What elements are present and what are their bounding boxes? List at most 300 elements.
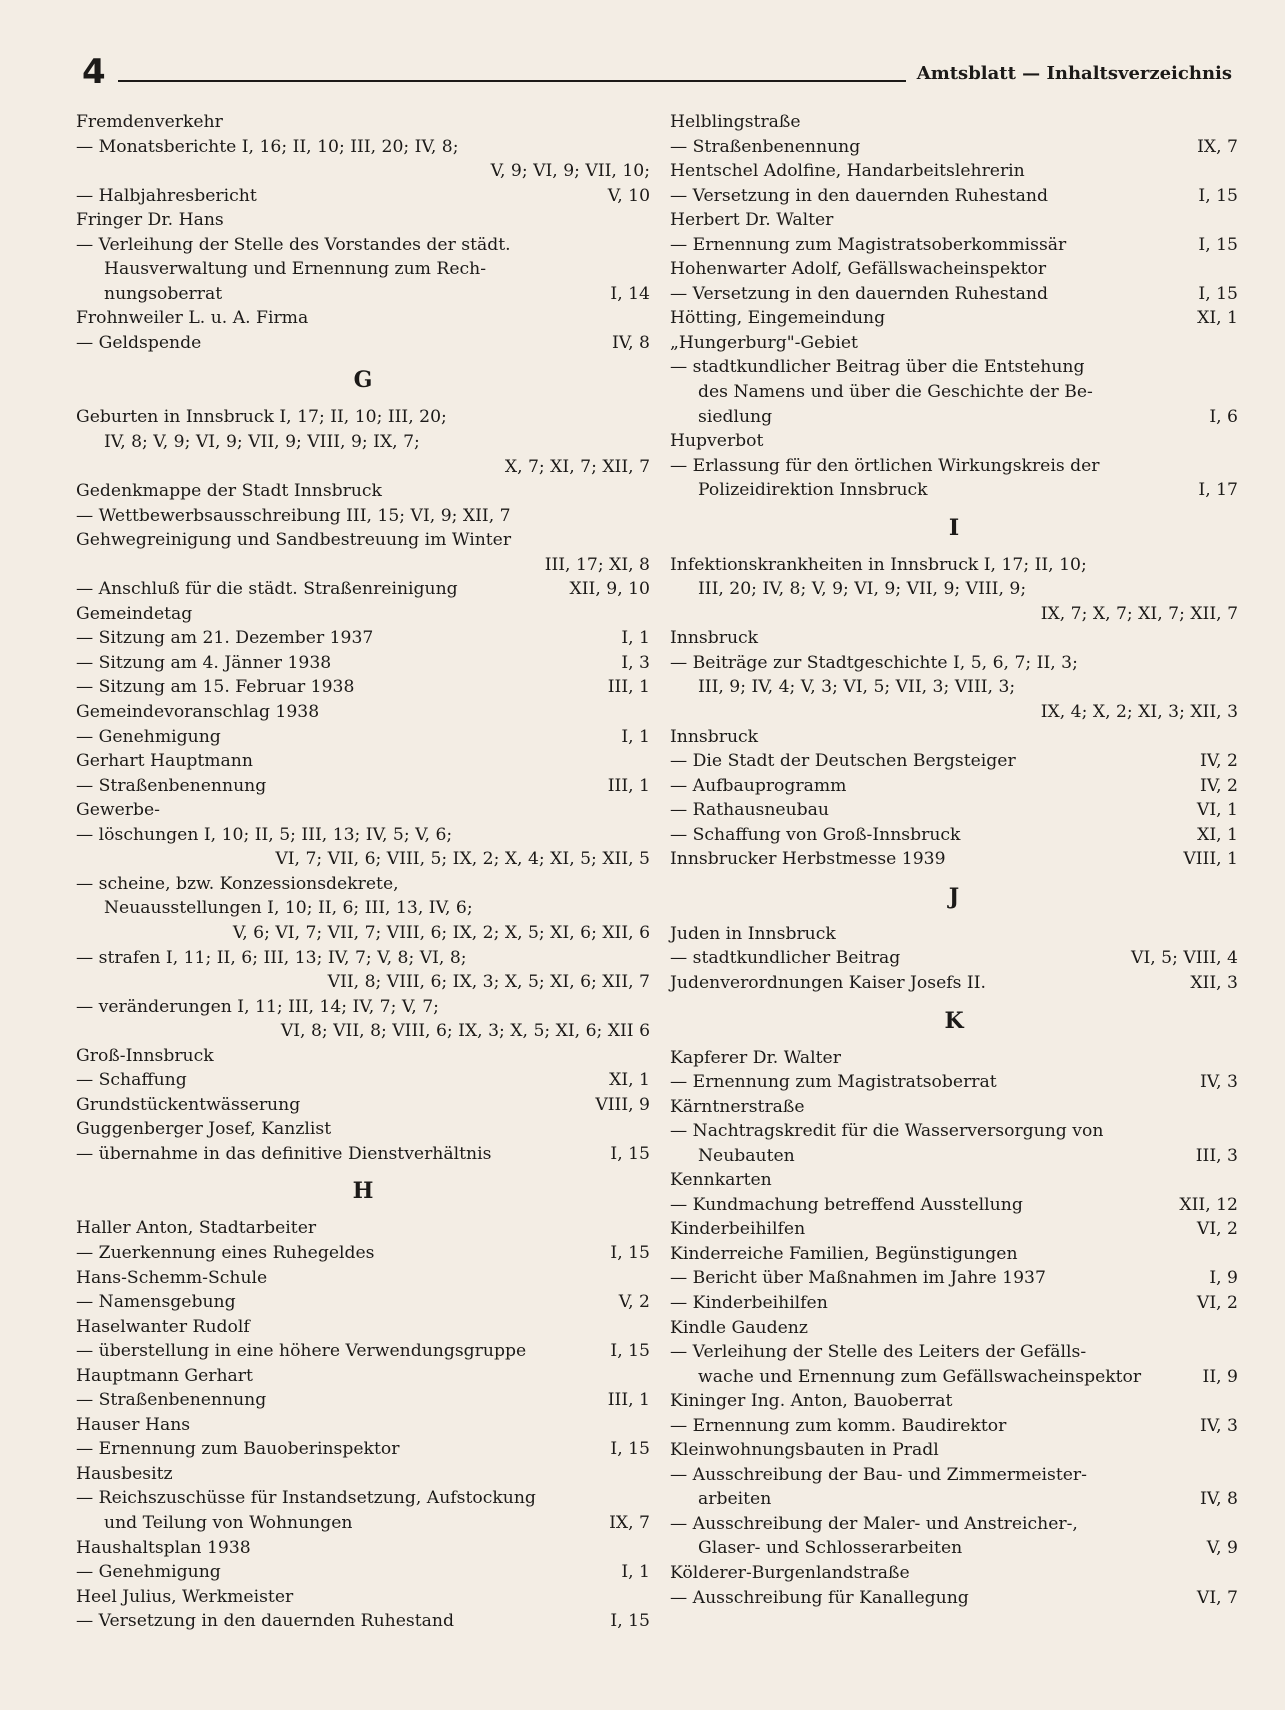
entry-text: „Hungerburg"-Gebiet (670, 332, 858, 353)
entry-heading-line (76, 1462, 650, 1487)
entry-line (670, 135, 1238, 160)
entry-line (76, 1388, 650, 1413)
entry-text: Haselwanter Rudolf (76, 1316, 250, 1337)
entry-text: — Kinderbeihilfen (670, 1292, 828, 1313)
entry-heading-line (670, 159, 1238, 184)
entry-reference: XII, 12 (1179, 1194, 1238, 1215)
entry-heading-line (76, 749, 650, 774)
entry-heading-line (76, 1315, 650, 1340)
entry-reference: I, 15 (610, 1143, 650, 1164)
entry-heading-line (76, 1093, 650, 1118)
entry-reference: IX, 7; X, 7; XI, 7; XII, 7 (1040, 603, 1238, 624)
entry-line (670, 1414, 1238, 1439)
entry-reference: I, 17 (1198, 480, 1238, 501)
entry-text: Judenverordnungen Kaiser Josefs II. (670, 972, 986, 993)
entry-heading-line (76, 700, 650, 725)
entry-reference: IX, 7 (1197, 136, 1238, 157)
entry-line (76, 921, 650, 946)
entry-line (76, 1068, 650, 1093)
entry-line (670, 1144, 1238, 1169)
entry-text: — Namensgebung (76, 1292, 236, 1313)
index-entry (670, 159, 1238, 208)
entry-heading-line (670, 626, 1238, 651)
entry-text: Herbert Dr. Walter (670, 210, 834, 231)
entry-text: — Reichszuschüsse für Instandsetzung, Aufstockung (76, 1488, 536, 1509)
entry-line (76, 504, 650, 529)
index-entry (76, 1093, 650, 1118)
entry-line (76, 675, 650, 700)
entry-text: Hohenwarter Adolf, Gefällswacheinspektor (670, 259, 1047, 280)
index-entry (76, 208, 650, 306)
entry-reference: VIII, 9 (595, 1094, 650, 1115)
entry-text: Juden in Innsbruck (670, 923, 836, 944)
entry-reference: VI, 7 (1196, 1587, 1238, 1608)
entry-line (670, 700, 1238, 725)
entry-text: Gerhart Hauptmann (76, 751, 253, 772)
index-entry (670, 208, 1238, 257)
entry-text: Haushaltsplan 1938 (76, 1537, 251, 1558)
entry-line (76, 1142, 650, 1167)
entry-reference: IV, 3 (1199, 1415, 1238, 1436)
entry-text: — Genehmigung (76, 1562, 221, 1583)
entry-reference: I, 3 (621, 652, 650, 673)
index-entry (670, 725, 1238, 848)
entry-reference: I, 15 (610, 1611, 650, 1632)
entry-line (76, 430, 650, 455)
entry-heading-line (76, 1585, 650, 1610)
entry-line (670, 1487, 1238, 1512)
entry-text: Haller Anton, Stadtarbeiter (76, 1218, 317, 1239)
index-entry (76, 1364, 650, 1413)
entry-text: Gehwegreinigung und Sandbestreuung im Winter (76, 530, 512, 551)
entry-reference: V, 6; VI, 7; VII, 7; VIII, 6; IX, 2; X, 5; XI, 6; XII, 6 (232, 922, 650, 943)
entry-line (76, 626, 650, 651)
entry-line (670, 946, 1238, 971)
entry-text: — Verleihung der Stelle des Leiters der Gefälls- (670, 1342, 1087, 1363)
entry-text: — Sitzung am 21. Dezember 1937 (76, 628, 374, 649)
page-number: 4 (82, 52, 106, 92)
index-entry (76, 110, 650, 208)
entry-heading-line (670, 1242, 1238, 1267)
entry-reference: II, 9 (1202, 1366, 1238, 1387)
index-entry (76, 479, 650, 528)
entry-reference: VIII, 1 (1183, 849, 1238, 870)
entry-text: Gedenkmappe der Stadt Innsbruck (76, 481, 382, 502)
entry-line (76, 1290, 650, 1315)
entry-text: Kleinwohnungsbauten in Pradl (670, 1440, 939, 1461)
entry-text: Hentschel Adolfine, Handarbeitslehrerin (670, 161, 1025, 182)
entry-heading-line (76, 602, 650, 627)
entry-heading-line (670, 725, 1238, 750)
entry-line (76, 331, 650, 356)
entry-reference: I, 15 (610, 1341, 650, 1362)
entry-line (76, 847, 650, 872)
entry-text: — Ernennung zum Magistratsoberrat (670, 1072, 997, 1093)
index-entry (670, 331, 1238, 429)
index-entry (76, 1266, 650, 1315)
index-entry (670, 1046, 1238, 1095)
entry-line (670, 577, 1238, 602)
index-entry (76, 1462, 650, 1536)
entry-reference: I, 1 (621, 1562, 650, 1583)
entry-heading-line (670, 1438, 1238, 1463)
entry-line (670, 798, 1238, 823)
entry-line (76, 651, 650, 676)
entry-line (76, 553, 650, 578)
entry-text: — Schaffung (76, 1070, 187, 1091)
entry-text: Hauptmann Gerhart (76, 1365, 253, 1386)
entry-heading-line (76, 1364, 650, 1389)
entry-text: — Schaffung von Groß-Innsbruck (670, 824, 961, 845)
entry-reference: VI, 2 (1196, 1219, 1238, 1240)
entry-heading-line (670, 1095, 1238, 1120)
index-entry (670, 922, 1238, 971)
entry-text: Grundstückentwässerung (76, 1094, 301, 1115)
entry-line (670, 1536, 1238, 1561)
entry-text: — Straßenbenennung (670, 136, 861, 157)
entry-heading-line (670, 1389, 1238, 1414)
index-entry (76, 798, 650, 1043)
entry-text: — scheine, bzw. Konzessionsdekrete, (76, 873, 399, 894)
entry-text: nungsoberrat (104, 283, 223, 304)
entry-line (76, 135, 650, 160)
entry-line (670, 1586, 1238, 1611)
entry-heading-line (76, 1044, 650, 1069)
entry-line (670, 651, 1238, 676)
entry-text: Gewerbe- (76, 800, 160, 821)
entry-line (76, 1019, 650, 1044)
entry-reference: X, 7; XI, 7; XII, 7 (504, 456, 650, 477)
entry-reference: IV, 8 (1199, 1489, 1238, 1510)
entry-line (76, 257, 650, 282)
entry-text: — strafen I, 11; II, 6; III, 13; IV, 7; V, 8; VI, 8; (76, 947, 467, 968)
entry-heading-line (76, 208, 650, 233)
entry-heading-line (670, 1316, 1238, 1341)
index-entry (670, 971, 1238, 996)
entry-text: — veränderungen I, 11; III, 14; IV, 7; V, 7; (76, 996, 439, 1017)
entry-line (670, 823, 1238, 848)
entry-text: Fringer Dr. Hans (76, 210, 224, 231)
index-entry (670, 553, 1238, 627)
entry-text: Kölderer-Burgenlandstraße (670, 1562, 910, 1583)
entry-text: Kärntnerstraße (670, 1096, 805, 1117)
entry-reference: V, 9; VI, 9; VII, 10; (490, 161, 650, 182)
index-entry (76, 1117, 650, 1166)
entry-heading-line (670, 331, 1238, 356)
index-entry (76, 700, 650, 749)
entry-line (670, 1119, 1238, 1144)
entry-reference: III, 1 (607, 775, 650, 796)
entry-reference: XI, 1 (1197, 308, 1238, 329)
index-entry (76, 306, 650, 355)
entry-text: Groß-Innsbruck (76, 1045, 214, 1066)
entry-text: — Monatsberichte I, 16; II, 10; III, 20; IV, 8; (76, 136, 459, 157)
entry-text: Gemeindevoranschlag 1938 (76, 702, 320, 723)
entry-reference: VI, 2 (1196, 1292, 1238, 1313)
entry-text: — Bericht über Maßnahmen im Jahre 1937 (670, 1268, 1046, 1289)
entry-text: Geburten in Innsbruck I, 17; II, 10; III, 20; (76, 407, 447, 428)
entry-text: III, 9; IV, 4; V, 3; VI, 5; VII, 3; VIII, 3; (698, 677, 1016, 698)
index-entry (76, 1585, 650, 1634)
section-letter: I (948, 514, 960, 541)
entry-text: — Anschluß für die städt. Straßenreinigung (76, 579, 458, 600)
entry-heading-line (670, 1561, 1238, 1586)
entry-line (670, 1340, 1238, 1365)
entry-text: Kennkarten (670, 1170, 772, 1191)
index-entry (76, 602, 650, 700)
entry-text: — Beiträge zur Stadtgeschichte I, 5, 6, 7; II, 3; (670, 652, 1078, 673)
entry-line (76, 823, 650, 848)
entry-text: — Aufbauprogramm (670, 775, 847, 796)
entry-text: — Ernennung zum Magistratsoberkommissär (670, 234, 1067, 255)
entry-reference: IX, 7 (609, 1512, 650, 1533)
entry-text: Hans-Schemm-Schule (76, 1267, 268, 1288)
entry-heading-line (670, 1168, 1238, 1193)
entry-heading-line (76, 1536, 650, 1561)
entry-text: Kininger Ing. Anton, Bauoberrat (670, 1391, 953, 1412)
entry-text: Hauser Hans (76, 1414, 191, 1435)
entry-reference: I, 1 (621, 726, 650, 747)
entry-reference: IX, 4; X, 2; XI, 3; XII, 3 (1040, 702, 1238, 723)
entry-reference: I, 15 (1198, 234, 1238, 255)
entry-heading-line (670, 1046, 1238, 1071)
entry-line (670, 355, 1238, 380)
entry-reference: XI, 1 (1197, 824, 1238, 845)
index-entry (670, 1217, 1238, 1242)
entry-line (76, 455, 650, 480)
index-entry (670, 257, 1238, 306)
entry-text: siedlung (698, 406, 773, 427)
entry-line (76, 159, 650, 184)
entry-line (670, 184, 1238, 209)
entry-reference: V, 2 (618, 1292, 650, 1313)
entry-line (670, 1291, 1238, 1316)
entry-line (670, 749, 1238, 774)
entry-line (670, 233, 1238, 258)
entry-text: — Ausschreibung für Kanallegung (670, 1587, 969, 1608)
entry-heading-line (670, 306, 1238, 331)
entry-line (76, 1486, 650, 1511)
entry-text: — Versetzung in den dauernden Ruhestand (670, 283, 1048, 304)
entry-text: — Die Stadt der Deutschen Bergsteiger (670, 751, 1016, 772)
entry-line (670, 1266, 1238, 1291)
entry-text: III, 20; IV, 8; V, 9; VI, 9; VII, 9; VIII, 9; (698, 579, 1027, 600)
entry-line (76, 1511, 650, 1536)
entry-text: des Namens und über die Geschichte der Be- (698, 382, 1093, 403)
entry-reference: III, 3 (1195, 1145, 1238, 1166)
entry-heading-line (76, 479, 650, 504)
header-title: Amtsblatt — Inhaltsverzeichnis (916, 63, 1232, 84)
index-entry (76, 1315, 650, 1364)
page-header (82, 52, 1232, 92)
index-entry (76, 528, 650, 602)
entry-line (670, 602, 1238, 627)
entry-line (670, 1463, 1238, 1488)
entry-text: Kapferer Dr. Walter (670, 1047, 841, 1068)
entry-text: — Halbjahresbericht (76, 185, 257, 206)
section-letter: K (944, 1007, 964, 1034)
index-entry (670, 1561, 1238, 1610)
entry-text: — Ausschreibung der Bau- und Zimmermeister- (670, 1464, 1087, 1485)
entry-reference: XI, 1 (609, 1070, 650, 1091)
entry-heading-line (76, 798, 650, 823)
entry-reference: I, 9 (1209, 1268, 1238, 1289)
entry-line (76, 970, 650, 995)
entry-reference: I, 15 (1198, 185, 1238, 206)
entry-line (670, 1512, 1238, 1537)
entry-reference: I, 15 (1198, 283, 1238, 304)
entry-text: — Ernennung zum Bauoberinspektor (76, 1439, 400, 1460)
entry-text: Frohnweiler L. u. A. Firma (76, 308, 309, 329)
entry-reference: VII, 8; VIII, 6; IX, 3; X, 5; XI, 6; XII, 7 (327, 972, 650, 993)
index-entry (76, 1413, 650, 1462)
entry-reference: XII, 3 (1190, 972, 1238, 993)
entry-line (76, 995, 650, 1020)
entry-reference: VI, 5; VIII, 4 (1131, 948, 1238, 969)
entry-text: Hausbesitz (76, 1463, 173, 1484)
entry-reference: III, 17; XI, 8 (544, 554, 650, 575)
entry-heading-line (670, 971, 1238, 996)
entry-reference: V, 10 (607, 185, 650, 206)
entry-heading-line (76, 528, 650, 553)
index-entry (670, 1438, 1238, 1561)
entry-text: — Ausschreibung der Maler- und Anstreicher-, (670, 1513, 1078, 1534)
entry-line (76, 872, 650, 897)
entry-reference: III, 1 (607, 1390, 650, 1411)
entry-line (76, 282, 650, 307)
entry-line (670, 282, 1238, 307)
entry-line (76, 1560, 650, 1585)
entry-heading-line (670, 922, 1238, 947)
entry-line (76, 1437, 650, 1462)
entry-line (76, 577, 650, 602)
entry-text: Neubauten (698, 1145, 795, 1166)
entry-reference: VI, 1 (1196, 800, 1238, 821)
entry-heading-line (76, 110, 650, 135)
entry-reference: I, 14 (610, 283, 650, 304)
entry-reference: IV, 8 (611, 332, 650, 353)
entry-heading-line (76, 405, 650, 430)
entry-text: — Sitzung am 15. Februar 1938 (76, 677, 355, 698)
entry-text: Glaser- und Schlosserarbeiten (698, 1538, 963, 1559)
index-entry (670, 847, 1238, 872)
entry-line (670, 380, 1238, 405)
entry-text: — Sitzung am 4. Jänner 1938 (76, 652, 332, 673)
index-entry (670, 1316, 1238, 1390)
entry-reference: VI, 8; VII, 8; VIII, 6; IX, 3; X, 5; XI, 6; XII 6 (280, 1021, 650, 1042)
entry-text: — Straßenbenennung (76, 775, 267, 796)
entry-line (76, 233, 650, 258)
entry-reference: IV, 2 (1199, 775, 1238, 796)
entry-text: — Versetzung in den dauernden Ruhestand (76, 1611, 454, 1632)
entry-heading-line (670, 208, 1238, 233)
index-entry (76, 405, 650, 479)
entry-text: Heel Julius, Werkmeister (76, 1586, 294, 1607)
index-entry (670, 306, 1238, 331)
entry-line (670, 675, 1238, 700)
entry-line (670, 478, 1238, 503)
entry-reference: VI, 7; VII, 6; VIII, 5; IX, 2; X, 4; XI, 5; XII, 5 (275, 849, 650, 870)
entry-heading-line (76, 306, 650, 331)
entry-text: — Kundmachung betreffend Ausstellung (670, 1194, 1023, 1215)
entry-text: — Erlassung für den örtlichen Wirkungskreis der (670, 455, 1100, 476)
entry-reference: IV, 3 (1199, 1072, 1238, 1093)
entry-heading-line (670, 847, 1238, 872)
section-letter: J (948, 883, 960, 910)
index-entry (670, 1389, 1238, 1438)
entry-text: — Versetzung in den dauernden Ruhestand (670, 185, 1048, 206)
entry-text: — Wettbewerbsausschreibung III, 15; VI, 9; XII, 7 (76, 505, 511, 526)
entry-line (76, 774, 650, 799)
index-entry (670, 429, 1238, 503)
entry-text: Helblingstraße (670, 112, 801, 132)
entry-text: Innsbruck (670, 628, 759, 649)
entry-text: — Genehmigung (76, 726, 221, 747)
entry-heading-line (670, 1217, 1238, 1242)
entry-reference: I, 15 (610, 1439, 650, 1460)
entry-text: — übernahme in das definitive Dienstverhältnis (76, 1143, 492, 1164)
entry-line (670, 774, 1238, 799)
entry-line (670, 1365, 1238, 1390)
entry-heading-line (670, 553, 1238, 578)
entry-text: — Ernennung zum komm. Baudirektor (670, 1415, 1007, 1436)
entry-text: und Teilung von Wohnungen (104, 1512, 353, 1533)
entry-text: arbeiten (698, 1489, 772, 1510)
entry-text: — löschungen I, 10; II, 5; III, 13; IV, 5; V, 6; (76, 824, 453, 845)
entry-text: Kindle Gaudenz (670, 1317, 808, 1338)
entry-text: Gemeindetag (76, 603, 193, 624)
entry-heading-line (670, 429, 1238, 454)
index-entry (670, 1095, 1238, 1169)
entry-heading-line (76, 1117, 650, 1142)
entry-line (76, 725, 650, 750)
index-entry (76, 1536, 650, 1585)
entry-reference: I, 1 (621, 628, 650, 649)
entry-line (670, 1070, 1238, 1095)
index-entry (76, 1216, 650, 1265)
entry-text: IV, 8; V, 9; VI, 9; VII, 9; VIII, 9; IX, 7; (104, 432, 420, 453)
entry-text: — Zuerkennung eines Ruhegeldes (76, 1242, 375, 1263)
entry-line (670, 405, 1238, 430)
entry-line (76, 896, 650, 921)
entry-text: Innsbruck (670, 726, 759, 747)
entry-text: — überstellung in eine höhere Verwendungsgruppe (76, 1341, 527, 1362)
entry-heading-line (670, 110, 1238, 135)
section-letter: H (352, 1178, 374, 1205)
entry-text: Fremdenverkehr (76, 112, 223, 132)
index-column-right (670, 110, 1238, 1610)
entry-text: Infektionskrankheiten in Innsbruck I, 17; II, 10; (670, 554, 1087, 575)
entry-line (76, 1339, 650, 1364)
entry-reference: III, 1 (607, 677, 650, 698)
entry-text: — stadtkundlicher Beitrag (670, 948, 901, 969)
entry-text: Polizeidirektion Innsbruck (698, 480, 928, 501)
entry-text: Guggenberger Josef, Kanzlist (76, 1119, 332, 1140)
entry-line (670, 454, 1238, 479)
entry-heading-line (76, 1216, 650, 1241)
section-letter: G (353, 367, 373, 394)
entry-text: Neuausstellungen I, 10; II, 6; III, 13, IV, 6; (104, 898, 473, 919)
entry-text: Hausverwaltung und Ernennung zum Rech- (104, 259, 487, 280)
entry-heading-line (670, 257, 1238, 282)
entry-text: wache und Ernennung zum Gefällswacheinspektor (698, 1366, 1142, 1387)
entry-reference: I, 15 (610, 1242, 650, 1263)
entry-heading-line (76, 1413, 650, 1438)
entry-text: Kinderreiche Familien, Begünstigungen (670, 1243, 1018, 1264)
entry-reference: IV, 2 (1199, 751, 1238, 772)
entry-text: — stadtkundlicher Beitrag über die Entstehung (670, 357, 1085, 378)
entry-line (670, 1193, 1238, 1218)
